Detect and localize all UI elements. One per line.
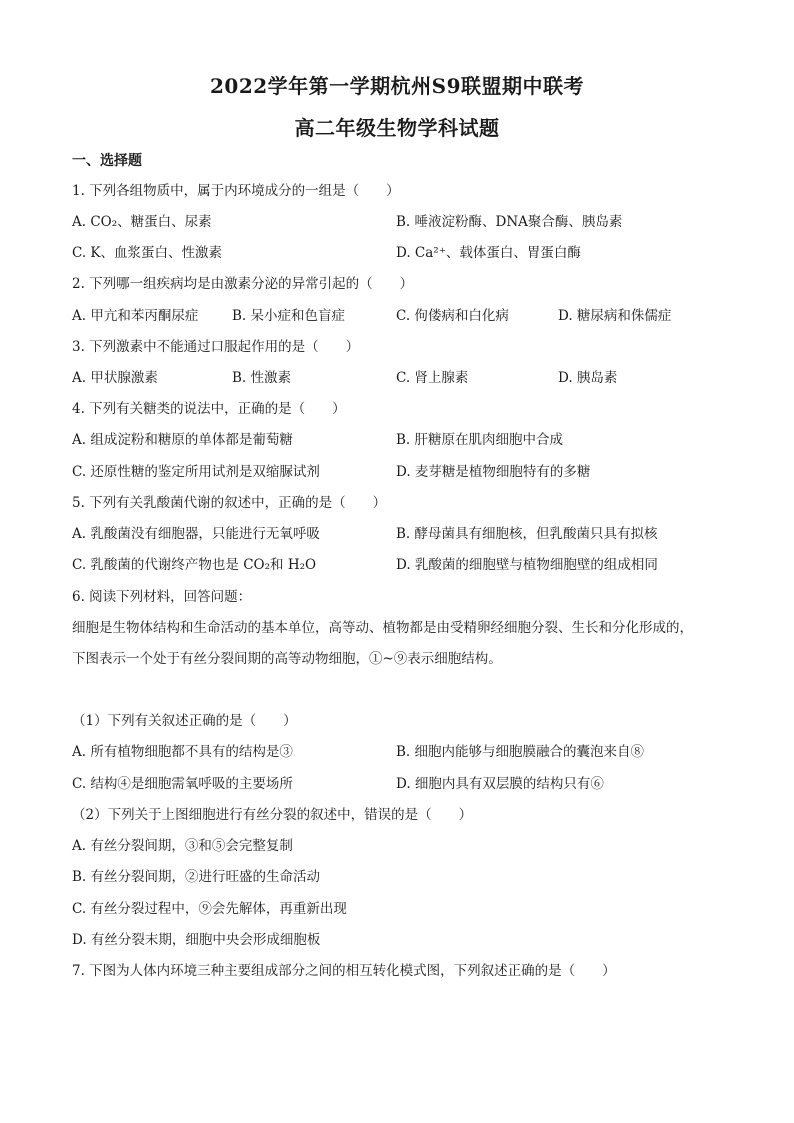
- question-2-option-b: B. 呆小症和色盲症: [232, 308, 346, 324]
- question-6-sub2-option-b: B. 有丝分裂间期，②进行旺盛的生命活动: [72, 869, 321, 885]
- question-1-option-d: D. Ca²⁺、载体蛋白、胃蛋白酶: [396, 245, 581, 261]
- question-6-stem: 6. 阅读下列材料，回答问题：: [72, 589, 252, 605]
- question-3-option-b: B. 性激素: [232, 370, 292, 386]
- question-1-option-c: C. K、血浆蛋白、性激素: [72, 245, 223, 261]
- question-1-stem: 1. 下列各组物质中，属于内环境成分的一组是（ ）: [72, 183, 400, 199]
- question-2-stem: 2. 下列哪一组疾病均是由激素分泌的异常引起的（ ）: [72, 276, 414, 292]
- question-1-option-b: B. 唾液淀粉酶、DNA聚合酶、胰岛素: [396, 214, 623, 230]
- question-6-sub2-option-c: C. 有丝分裂过程中，⑨会先解体，再重新出现: [72, 901, 347, 917]
- question-3-option-a: A. 甲状腺激素: [72, 370, 158, 386]
- question-2-option-d: D. 糖尿病和侏儒症: [558, 308, 672, 324]
- question-4-option-b: B. 肝糖原在肌肉细胞中合成: [396, 432, 564, 448]
- question-7-stem: 7. 下图为人体内环境三种主要组成部分之间的相互转化模式图，下列叙述正确的是（ ）: [72, 963, 616, 979]
- question-5-option-b: B. 酵母菌具有细胞核，但乳酸菌只具有拟核: [396, 526, 658, 542]
- question-6-sub2-option-d: D. 有丝分裂末期，细胞中央会形成细胞板: [72, 932, 321, 948]
- exam-subtitle: 高二年级生物学科试题: [294, 116, 500, 140]
- question-6-sub1-option-a: A. 所有植物细胞都不具有的结构是③: [72, 744, 293, 760]
- question-6-material-line-2: 下图表示一个处于有丝分裂间期的高等动物细胞，①~⑨表示细胞结构。: [72, 651, 502, 667]
- question-5-option-d: D. 乳酸菌的细胞壁与植物细胞壁的组成相同: [396, 557, 658, 573]
- question-3-option-d: D. 胰岛素: [558, 370, 618, 386]
- question-6-material-line-1: 细胞是生物体结构和生命活动的基本单位，高等动、植物都是由受精卵经细胞分裂、生长和分化形成的，: [72, 620, 693, 636]
- section-heading: 一、选择题: [72, 153, 142, 169]
- question-6-sub2-stem: （2）下列关于上图细胞进行有丝分裂的叙述中，错误的是（ ）: [72, 807, 473, 823]
- question-4-option-a: A. 组成淀粉和糖原的单体都是葡萄糖: [72, 432, 293, 448]
- question-1-option-a: A. CO₂、糖蛋白、尿素: [72, 214, 212, 230]
- question-6-sub1-option-d: D. 细胞内具有双层膜的结构只有⑥: [396, 776, 604, 792]
- question-5-stem: 5. 下列有关乳酸菌代谢的叙述中，正确的是（ ）: [72, 495, 387, 511]
- question-2-option-c: C. 佝偻病和白化病: [396, 308, 509, 324]
- question-4-stem: 4. 下列有关糖类的说法中，正确的是（ ）: [72, 401, 346, 417]
- question-6-sub1-option-b: B. 细胞内能够与细胞膜融合的囊泡来自⑧: [396, 744, 645, 760]
- question-6-sub1-stem: （1）下列有关叙述正确的是（ ）: [72, 713, 297, 729]
- question-3-option-c: C. 肾上腺素: [396, 370, 469, 386]
- question-3-stem: 3. 下列激素中不能通过口服起作用的是（ ）: [72, 339, 360, 355]
- question-2-option-a: A. 甲亢和苯丙酮尿症: [72, 308, 199, 324]
- question-5-option-c: C. 乳酸菌的代谢终产物也是 CO₂和 H₂O: [72, 557, 317, 573]
- question-6-sub1-option-c: C. 结构④是细胞需氧呼吸的主要场所: [72, 776, 293, 792]
- exam-title: 2022学年第一学期杭州S9联盟期中联考: [209, 74, 585, 98]
- question-6-sub2-option-a: A. 有丝分裂间期，③和⑤会完整复制: [72, 838, 293, 854]
- question-4-option-c: C. 还原性糖的鉴定所用试剂是双缩脲试剂: [72, 464, 320, 480]
- question-4-option-d: D. 麦芽糖是植物细胞特有的多糖: [396, 464, 591, 480]
- question-5-option-a: A. 乳酸菌没有细胞器，只能进行无氧呼吸: [72, 526, 320, 542]
